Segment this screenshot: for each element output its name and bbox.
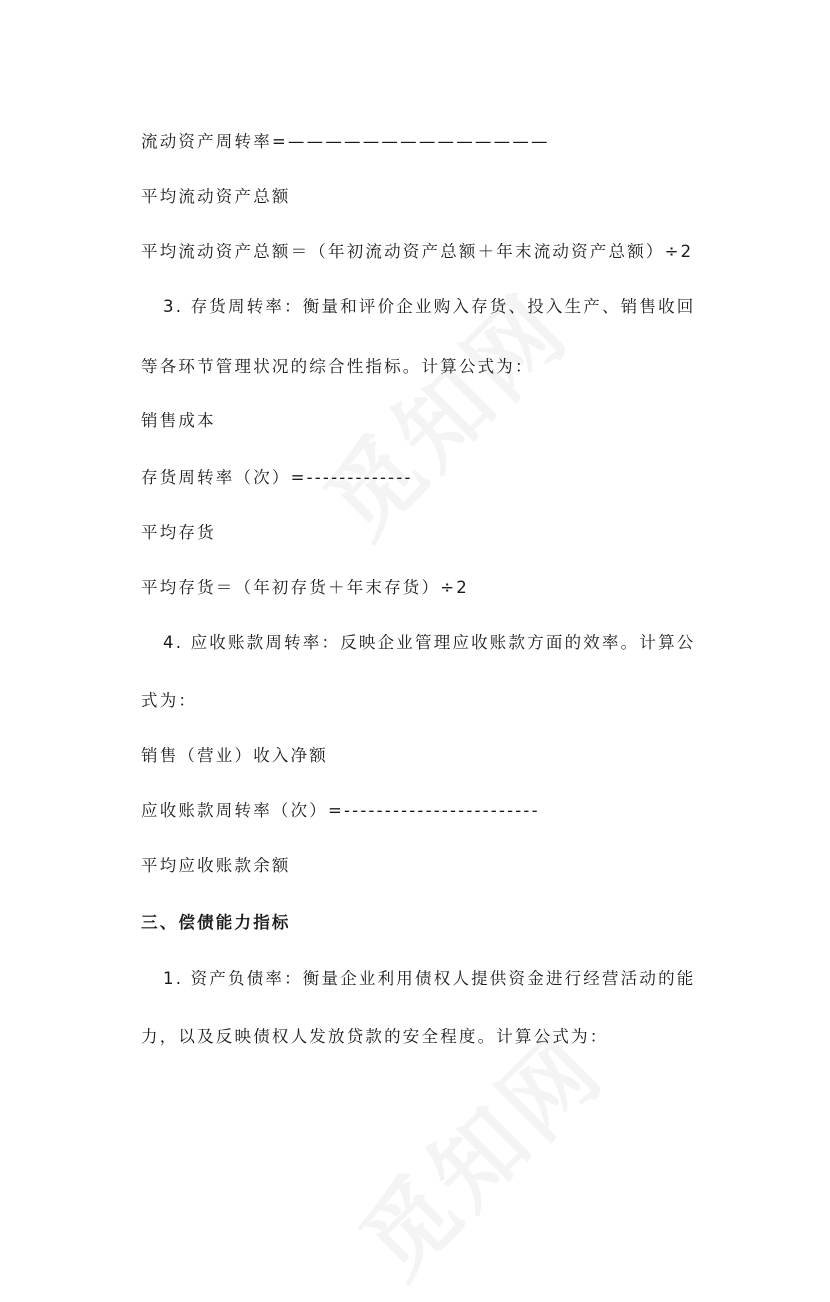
formula-current-asset-turnover-denominator: 平均流动资产总额 bbox=[141, 187, 291, 206]
paragraph-debt-ratio-cont: 力，以及反映债权人发放贷款的安全程度。计算公式为： bbox=[141, 1027, 609, 1046]
formula-receivables-numerator: 销售（营业）收入净额 bbox=[141, 746, 328, 765]
paragraph-receivables-turnover-cont: 式为： bbox=[141, 691, 198, 710]
formula-average-inventory: 平均存货＝（年初存货＋年末存货）÷2 bbox=[141, 578, 469, 597]
formula-inventory-turnover: 存货周转率（次）=------------- bbox=[141, 468, 413, 487]
formula-average-current-assets: 平均流动资产总额＝（年初流动资产总额＋年末流动资产总额）÷2 bbox=[141, 242, 694, 261]
formula-inventory-denominator: 平均存货 bbox=[141, 523, 216, 542]
formula-receivables-turnover: 应收账款周转率（次）=------------------------ bbox=[141, 801, 540, 820]
formula-current-asset-turnover-numerator: 流动资产周转率=—————————————— bbox=[141, 132, 550, 151]
paragraph-debt-ratio: 1. 资产负债率：衡量企业利用债权人提供资金进行经营活动的能 bbox=[163, 969, 696, 988]
paragraph-inventory-turnover: 3. 存货周转率：衡量和评价企业购入存货、投入生产、销售收回 bbox=[163, 297, 696, 316]
paragraph-inventory-turnover-cont: 等各环节管理状况的综合性指标。计算公式为： bbox=[141, 357, 534, 376]
section-heading-solvency: 三、偿债能力指标 bbox=[141, 913, 291, 932]
paragraph-receivables-turnover: 4. 应收账款周转率：反映企业管理应收账款方面的效率。计算公 bbox=[163, 633, 696, 652]
formula-inventory-numerator: 销售成本 bbox=[141, 411, 216, 430]
formula-receivables-denominator: 平均应收账款余额 bbox=[141, 856, 291, 875]
